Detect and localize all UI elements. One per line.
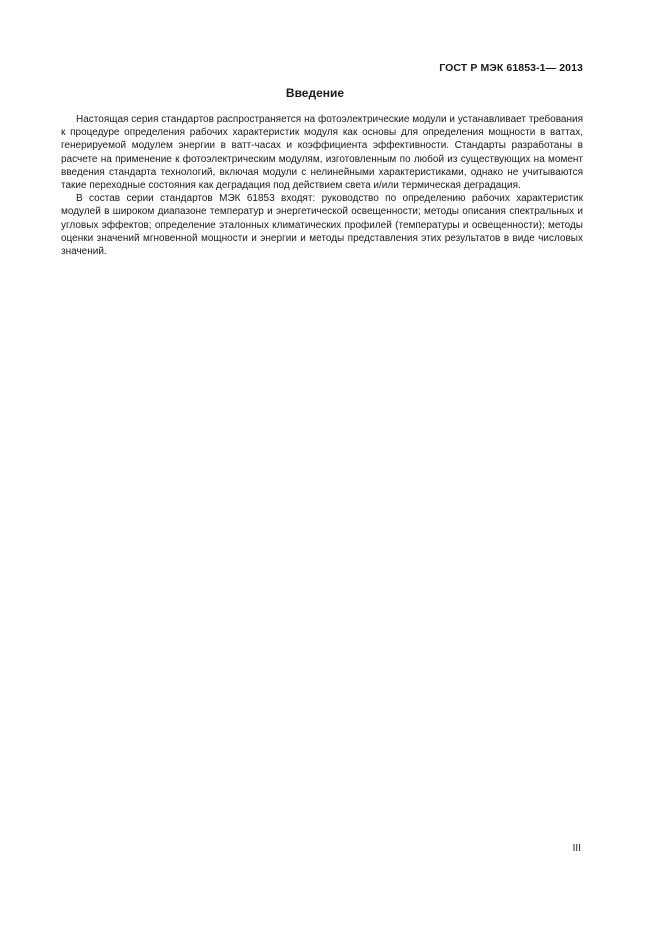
document-code: ГОСТ Р МЭК 61853-1— 2013 [439, 62, 583, 74]
section-title: Введение [285, 86, 345, 100]
page-number: III [572, 843, 581, 854]
paragraph-series-contents: В состав серии стандартов МЭК 61853 входят: руководство по определению рабочих характеристик модулей в широком диапазоне температур и энергетической освещенности; методы описания спектральных и угловых эффектов; определение эталонных климатических профилей (температуры и освещенности); методы оценки значений мгновенной мощности и энергии и методы представления этих результатов в виде числовых значений. [61, 193, 583, 258]
introduction-body [61, 113, 583, 258]
paragraph-scope: Настоящая серия стандартов распространяется на фотоэлектрические модули и устанавливает требования к процедуре определения рабочих характеристик модуля как основы для определения мощности в ваттах, генерируемой модулем энергии в ватт-часах и коэффициента эффективности. Стандарты разработаны в расчете на применение к фотоэлектрическим модулям, изготовленным по любой из существующих на момент введения стандарта технологий, включая модули с нелинейными характеристиками, однако не учитываются такие переходные состояния как деградация под действием света и/или термическая деградация. [61, 114, 583, 192]
